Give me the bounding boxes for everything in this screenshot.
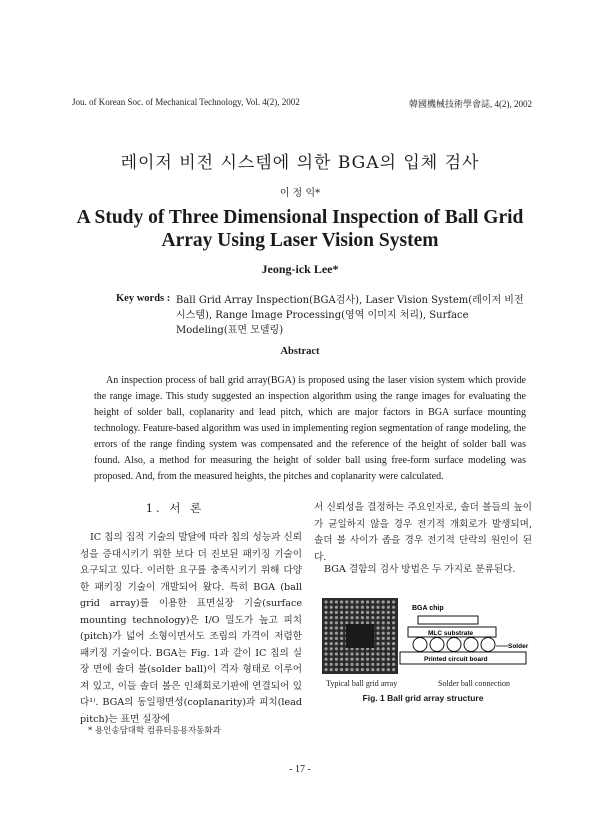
ball-dot xyxy=(356,621,359,624)
ball-dot xyxy=(340,642,343,645)
solder-ball xyxy=(413,638,427,652)
ball-dot xyxy=(335,616,338,619)
ball-dot xyxy=(387,616,390,619)
ball-dot xyxy=(330,621,333,624)
ball-dot xyxy=(376,658,379,661)
ball-dot xyxy=(350,600,353,603)
keywords-text: Ball Grid Array Inspection(BGA검사), Laser Vision System(레이저 비전 시스템), Range Image Processing(영역 이미지 처리), Surface Modeling(표면 모델링) xyxy=(176,295,524,336)
figure-1-graphic xyxy=(316,596,534,676)
ball-dot xyxy=(382,600,385,603)
ball-dot xyxy=(324,632,327,635)
solder-ball xyxy=(430,638,444,652)
ball-dot xyxy=(387,658,390,661)
ball-dot xyxy=(350,668,353,671)
ball-dot xyxy=(387,637,390,640)
ball-dot xyxy=(356,663,359,666)
ball-dot xyxy=(345,600,348,603)
ball-dot xyxy=(350,621,353,624)
keywords-label: Key words : xyxy=(116,293,171,304)
ball-dot xyxy=(330,616,333,619)
ball-dot xyxy=(335,600,338,603)
figure-1 xyxy=(316,596,534,676)
ball-dot xyxy=(356,606,359,609)
journal-header-right: 韓國機械技術學會誌, 4(2), 2002 xyxy=(409,99,532,109)
ball-dot xyxy=(330,652,333,655)
ball-dot xyxy=(387,600,390,603)
ball-dot xyxy=(345,668,348,671)
ball-dot xyxy=(376,621,379,624)
ball-dot xyxy=(340,647,343,650)
ball-dot xyxy=(324,611,327,614)
ball-dot xyxy=(382,652,385,655)
ball-dot xyxy=(376,626,379,629)
ball-dot xyxy=(387,642,390,645)
ball-dot xyxy=(376,663,379,666)
intro-paragraph-right-2: BGA 결함의 검사 방법은 두 가지로 분류된다. xyxy=(324,564,516,575)
ball-dot xyxy=(324,642,327,645)
title-korean: 레이저 비전 시스템에 의한 BGA의 입체 검사 xyxy=(120,153,480,173)
ball-dot xyxy=(371,611,374,614)
ball-dot xyxy=(340,668,343,671)
intro-paragraph-left: IC 칩의 집적 기술의 발달에 따라 칩의 성능과 신뢰성을 증대시키기 위한 보다 더 진보된 패키징 기술이 요구되고 있다. 이러한 요구를 충족시키기 위해 다양한 패키징 기술이 개발되어 왔다. 특히 BGA (ball grid array)를 이용한 표면실장 기술(surface mounting technology)은 I/O 밀도가 높고 피치(pitch)가 넓어 소형이면서도 조립의 가격이 저렴한 패키징 기술이다. BGA는 Fig. 1과 같이 IC 칩의 실장 면에 솔더 볼(solder ball)이 격자 형태로 이루어져 있고, 이들 솔더 볼은 인쇄회로기판에 연결되어 있다¹⁾. BGA의 동일평면성(coplanarity)과 피치(lead pitch)는 표면 실장에 xyxy=(80,532,302,725)
ball-dot xyxy=(366,621,369,624)
ball-dot xyxy=(350,606,353,609)
ball-dot xyxy=(335,647,338,650)
solder-ball xyxy=(447,638,461,652)
ball-dot xyxy=(376,600,379,603)
ball-dot xyxy=(356,658,359,661)
ball-dot xyxy=(382,637,385,640)
ball-dot xyxy=(387,606,390,609)
ball-dot xyxy=(335,621,338,624)
ball-dot xyxy=(335,632,338,635)
figure-caption: Fig. 1 Ball grid array structure xyxy=(362,693,484,703)
ball-dot xyxy=(366,663,369,666)
ball-dot xyxy=(335,652,338,655)
ball-dot xyxy=(392,663,395,666)
ball-dot xyxy=(392,637,395,640)
ball-dot xyxy=(340,621,343,624)
journal-header-left: Jou. of Korean Soc. of Mechanical Technology, Vol. 4(2), 2002 xyxy=(72,97,300,107)
ball-dot xyxy=(382,626,385,629)
ball-dot xyxy=(387,621,390,624)
ball-dot xyxy=(356,600,359,603)
ball-dot xyxy=(330,632,333,635)
solder-ball xyxy=(481,638,495,652)
ball-dot xyxy=(340,637,343,640)
ball-dot xyxy=(366,668,369,671)
label-bga-chip: BGA chip xyxy=(412,605,444,612)
ball-dot xyxy=(392,621,395,624)
ball-dot xyxy=(361,611,364,614)
ball-dot xyxy=(366,658,369,661)
ball-dot xyxy=(392,642,395,645)
author-english: Jeong-ick Lee* xyxy=(261,262,339,276)
ball-dot xyxy=(356,668,359,671)
abstract-body: An inspection process of ball grid array(BGA) is proposed using the laser vision system which provide the range image. This study suggested an inspection algorithm using the range images for evaluating the height of solder ball, coplanarity and lead pitch, which are major factors in BGA surface mounting technology. Feature-based algorithm was used in implementing region segmentation of range modeling, the errors of the range finding system was compensated and the reference of the height of solder ball was found. Also, a method for measuring the height of solder ball using free-form surface modeling was proposed. And, from the measured heights, the pitches and coplanarity were calculated. xyxy=(94,375,526,482)
bga-photo xyxy=(322,598,398,674)
ball-dot xyxy=(350,652,353,655)
ball-dot xyxy=(335,606,338,609)
ball-dot xyxy=(361,621,364,624)
ball-dot xyxy=(376,606,379,609)
ball-dot xyxy=(371,668,374,671)
solder-ball xyxy=(464,638,478,652)
ball-dot xyxy=(350,611,353,614)
ball-dot xyxy=(330,611,333,614)
ball-dot xyxy=(376,632,379,635)
ball-dot xyxy=(340,626,343,629)
ball-dot xyxy=(382,663,385,666)
ball-dot xyxy=(340,663,343,666)
ball-dot xyxy=(371,652,374,655)
solder-balls xyxy=(413,638,495,652)
ball-dot xyxy=(335,668,338,671)
ball-dot xyxy=(350,658,353,661)
ball-dot xyxy=(376,647,379,650)
ball-dot xyxy=(324,663,327,666)
ball-dot xyxy=(366,606,369,609)
ball-dot xyxy=(371,606,374,609)
title-english: A Study of Three Dimensional Inspection of Ball Grid Array Using Laser Vision System xyxy=(76,207,524,251)
ball-dot xyxy=(345,663,348,666)
ball-dot xyxy=(392,606,395,609)
ball-dot xyxy=(361,600,364,603)
ball-dot xyxy=(376,642,379,645)
ball-dot xyxy=(345,658,348,661)
ball-dot xyxy=(366,611,369,614)
footnote-affiliation: * 용인송담대학 컴퓨터응용자동화과 xyxy=(88,726,221,736)
ball-dot xyxy=(392,600,395,603)
ball-dot xyxy=(376,616,379,619)
ball-dot xyxy=(335,626,338,629)
ball-dot xyxy=(387,647,390,650)
ball-dot xyxy=(371,621,374,624)
author-korean: 이 정 익* xyxy=(279,188,321,199)
ball-dot xyxy=(324,616,327,619)
ball-dot xyxy=(361,616,364,619)
ball-dot xyxy=(350,616,353,619)
ball-dot xyxy=(330,642,333,645)
solder-connection-diagram xyxy=(400,605,529,664)
ball-dot xyxy=(382,632,385,635)
ball-dot xyxy=(324,637,327,640)
label-solder: Solder xyxy=(508,643,529,650)
ball-dot xyxy=(335,663,338,666)
ball-dot xyxy=(387,632,390,635)
ball-dot xyxy=(371,663,374,666)
abstract-heading: Abstract xyxy=(280,346,320,357)
ball-dot xyxy=(371,600,374,603)
ball-dot xyxy=(330,606,333,609)
ball-dot xyxy=(356,652,359,655)
ball-dot xyxy=(345,616,348,619)
ball-dot xyxy=(345,611,348,614)
ball-dot xyxy=(324,606,327,609)
ball-dot xyxy=(324,621,327,624)
ball-dot xyxy=(330,668,333,671)
ball-dot xyxy=(361,658,364,661)
ball-dot xyxy=(345,652,348,655)
ball-dot xyxy=(330,658,333,661)
ball-dot xyxy=(371,616,374,619)
ball-dot xyxy=(330,637,333,640)
ball-dot xyxy=(382,642,385,645)
ball-dot xyxy=(340,632,343,635)
ball-dot xyxy=(324,652,327,655)
figure-caption-left: Typical ball grid array xyxy=(326,679,398,688)
ball-dot xyxy=(350,663,353,666)
ball-dot xyxy=(330,647,333,650)
ball-dot xyxy=(366,600,369,603)
ball-dot xyxy=(335,658,338,661)
ball-dot xyxy=(382,668,385,671)
ball-dot xyxy=(392,668,395,671)
ball-dot xyxy=(356,616,359,619)
ball-dot xyxy=(324,668,327,671)
ball-dot xyxy=(382,606,385,609)
ball-dot xyxy=(324,626,327,629)
ball-dot xyxy=(366,652,369,655)
ball-dot xyxy=(387,611,390,614)
ball-dot xyxy=(382,647,385,650)
ball-dot xyxy=(376,668,379,671)
ball-dot xyxy=(392,616,395,619)
ball-dot xyxy=(382,611,385,614)
ball-dot xyxy=(361,606,364,609)
ball-dot xyxy=(361,668,364,671)
ball-dot xyxy=(345,621,348,624)
ball-dot xyxy=(366,616,369,619)
ball-dot xyxy=(335,642,338,645)
ball-dot xyxy=(340,652,343,655)
ball-dot xyxy=(324,658,327,661)
ball-dot xyxy=(340,611,343,614)
ball-dot xyxy=(356,611,359,614)
ball-dot xyxy=(382,621,385,624)
ball-dot xyxy=(382,658,385,661)
ball-dot xyxy=(335,637,338,640)
page-number: - 17 - xyxy=(289,764,311,775)
ball-dot xyxy=(330,663,333,666)
ball-dot xyxy=(335,611,338,614)
ball-dot xyxy=(361,652,364,655)
ball-dot xyxy=(392,658,395,661)
label-printed-circuit-board: Printed circuit board xyxy=(424,656,488,663)
label-mlc-substrate: MLC substrate xyxy=(428,630,474,637)
ball-dot xyxy=(392,632,395,635)
ball-dot xyxy=(392,647,395,650)
ball-dot xyxy=(387,663,390,666)
ball-dot xyxy=(340,616,343,619)
ball-dot xyxy=(371,658,374,661)
ball-dot xyxy=(392,626,395,629)
ball-dot xyxy=(387,668,390,671)
figure-caption-right: Solder ball connection xyxy=(438,679,510,688)
ball-dot xyxy=(361,663,364,666)
ball-dot xyxy=(324,647,327,650)
ball-dot xyxy=(392,611,395,614)
ball-dot xyxy=(330,600,333,603)
ball-dot xyxy=(376,637,379,640)
ball-dot xyxy=(376,652,379,655)
ball-dot xyxy=(387,652,390,655)
ball-dot xyxy=(387,626,390,629)
ball-dot xyxy=(392,652,395,655)
ball-dot xyxy=(345,606,348,609)
ball-dot xyxy=(330,626,333,629)
intro-paragraph-right-1: 서 신뢰성을 결정하는 주요인자로, 솔더 볼들의 높이가 균일하지 않을 경우 전기적 개회로가 발생되며, 솔더 볼 사이가 좁을 경우 전기적 단락의 원인이 된다. xyxy=(314,502,532,563)
ball-dot xyxy=(382,616,385,619)
ball-dot xyxy=(340,658,343,661)
section-heading: 1. 서 론 xyxy=(145,501,205,515)
ball-dot xyxy=(376,611,379,614)
ball-dot xyxy=(340,606,343,609)
ball-dot xyxy=(324,600,327,603)
ball-dot xyxy=(340,600,343,603)
